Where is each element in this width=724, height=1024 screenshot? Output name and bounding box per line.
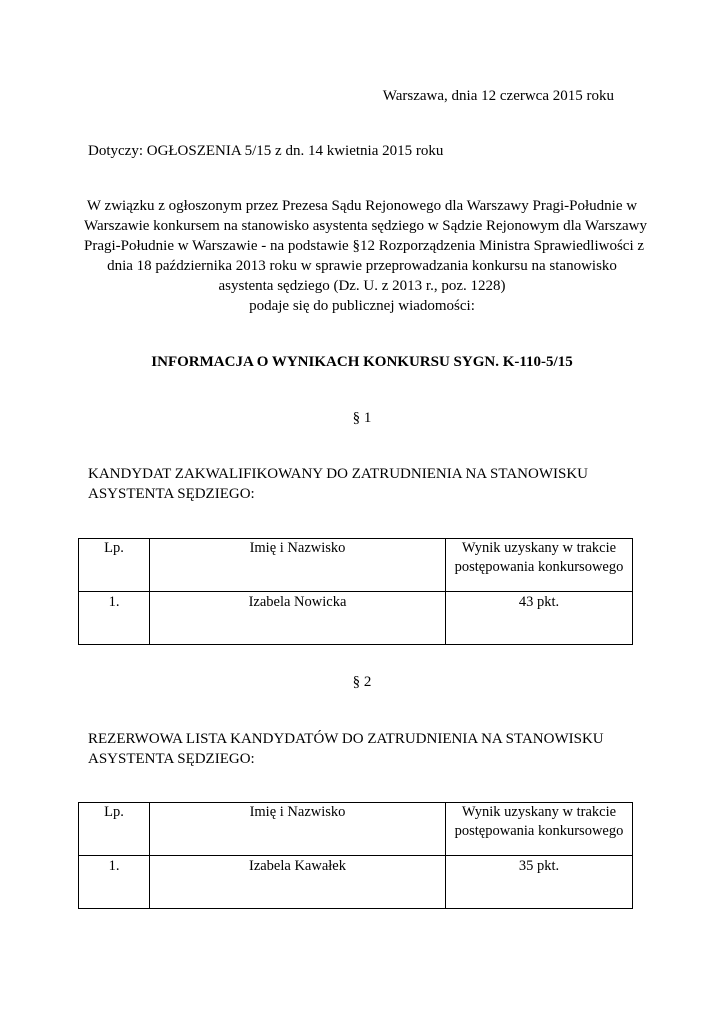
cell-name: Izabela Nowicka (150, 592, 446, 645)
score-header-line: Wynik uzyskany w trakcie (461, 540, 617, 556)
intro-line: asystenta sędziego (Dz. U. z 2013 r., poz. 1228) (218, 278, 506, 294)
cell-name: Izabela Kawałek (150, 856, 446, 909)
table-header-row (79, 803, 633, 856)
cell-score: 43 pkt. (446, 592, 633, 645)
table-header-row (79, 539, 633, 592)
section-2-mark: § 2 (352, 674, 372, 690)
section-heading-line: ASYSTENTA SĘDZIEGO: (88, 751, 255, 767)
intro-line: Warszawie konkursem na stanowisko asystenta sędziego w Sądzie Rejonowym dla Warszawy (84, 218, 647, 234)
cell-lp: 1. (79, 856, 150, 909)
section-heading-line: ASYSTENTA SĘDZIEGO: (88, 486, 255, 502)
qualified-candidates-table (78, 538, 633, 645)
subject-line: Dotyczy: OGŁOSZENIA 5/15 z dn. 14 kwietnia 2015 roku (88, 143, 444, 159)
announcement-line: podaje się do publicznej wiadomości: (249, 298, 475, 314)
intro-line: Pragi-Południe w Warszawie - na podstawie §12 Rozporządzenia Ministra Sprawiedliwości z (84, 238, 645, 254)
place-date-line: Warszawa, dnia 12 czerwca 2015 roku (382, 88, 614, 104)
column-header-score (446, 539, 633, 592)
document-title: INFORMACJA O WYNIKACH KONKURSU SYGN. K-110-5/15 (151, 354, 573, 370)
intro-paragraph (84, 196, 647, 296)
column-header-name: Imię i Nazwisko (150, 539, 446, 592)
section-1-mark: § 1 (352, 410, 372, 426)
column-header-score (446, 803, 633, 856)
score-header-line: Wynik uzyskany w trakcie (461, 804, 617, 820)
score-header-line: postępowania konkursowego (454, 559, 624, 575)
section-1-heading (88, 464, 648, 504)
intro-line: dnia 18 października 2013 roku w sprawie przeprowadzania konkursu na stanowisko (107, 258, 617, 274)
section-heading-line: REZERWOWA LISTA KANDYDATÓW DO ZATRUDNIENIA NA STANOWISKU (88, 731, 604, 747)
section-heading-line: KANDYDAT ZAKWALIFIKOWANY DO ZATRUDNIENIA NA STANOWISKU (88, 466, 589, 482)
score-header-line: postępowania konkursowego (454, 823, 624, 839)
table-row (79, 592, 633, 645)
column-header-lp: Lp. (79, 803, 150, 856)
section-2-heading (88, 729, 648, 769)
cell-lp: 1. (79, 592, 150, 645)
column-header-lp: Lp. (79, 539, 150, 592)
cell-score: 35 pkt. (446, 856, 633, 909)
reserve-candidates-table (78, 802, 633, 909)
table-row (79, 856, 633, 909)
column-header-name: Imię i Nazwisko (150, 803, 446, 856)
intro-line: W związku z ogłoszonym przez Prezesa Sądu Rejonowego dla Warszawy Pragi-Południe w (86, 198, 638, 214)
